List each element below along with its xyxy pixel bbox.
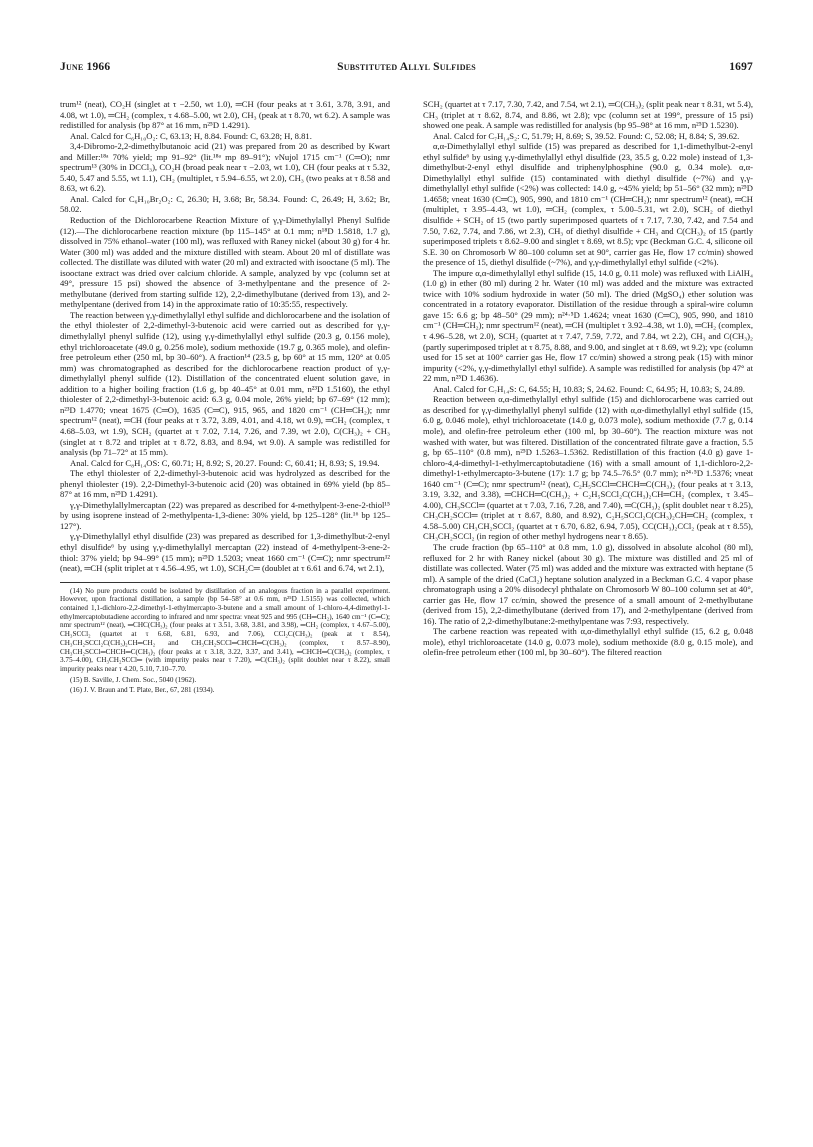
paragraph: SCH₂ (quartet at τ 7.17, 7.30, 7.42, and 7.54, wt 2.1), ═C(CH₃)₂ (split peak near τ 8.31, wt 5.4), CH₃ (triplet at τ 8.62, 8.74, and 8.86, wt 2.8); vpc (column set at 199°, pressure of 15 psi) showed one peak. A sample was redistilled for analysis (bp 95–98° at 16 mm, n²⁵D 1.5230). [423,99,753,131]
page-header [60,61,753,77]
footnotes [60,582,390,695]
journal-date: June 1966 [60,61,111,73]
paragraph: The reaction between γ,γ-dimethylallyl ethyl sulfide and dichlorocarbene and the isolation of the ethyl thiolester of 2,2-dimethyl-3-butenoic acid were carried out as described for γ,γ-dimethylallyl phenyl sulfide (12), using γ,γ-dimethylallyl ethyl sulfide (20.3 g, 0.156 mole), ethyl trichloroacetate (49.0 g, 0.256 mole), sodium methoxide (19.7 g, 0.365 mole), and olefin-free petroleum ether (250 ml, bp 30–60°). A fraction¹⁴ (23.5 g, bp 60° at 15 mm, 120° at 0.05 mm) was chromatographed as described for the dichlorocarbene reaction product of γ,γ-dimethylallyl phenyl sulfide (12). Distillation of the concentrated eluent solution gave, in addition to a higher boiling fraction (1.6 g, bp 40–45° at 0.01 mm, n²³D 1.5160), the ethyl thiolester of 2,2-dimethyl-3-butenoic acid: 6.3 g, 0.04 mole, 26% yield; bp 67–69° (12 mm); n²³D 1.4770; νneat 1675 (C═O), 1635 (C═C), 915, 965, and 1820 cm⁻¹ (CH═CH₂); nmr spectrum¹² (neat), ═CH (four peaks at τ 3.72, 3.89, 4.01, and 4.18, wt 0.9), ═CH₂ (complex, τ 4.68–5.03, wt 1.9), SCH₂ (quartet at τ 7.02, 7.14, 7.26, and 7.39, wt 2.0), C(CH₃)₂ + CH₃ (singlet at τ 8.72 and triplet at τ 8.72, 8.83, and 8.94, wt 9.0). A sample was redistilled for analysis (bp 71–72° at 15 mm). [60,309,390,458]
paragraph: The carbene reaction was repeated with α,α-dimethylallyl ethyl sulfide (15, 6.2 g, 0.048 mole), ethyl trichloroacetate (14.0 g, 0.073 mole), sodium methoxide (8.0 g, 0.15 mole), and olefin-free petroleum ether (100 ml, bp 30–60°). The filtered reaction [423,626,753,658]
paragraph: Anal. Calcd for C₆H₁₀Br₂O₂: C, 26.30; H, 3.68; Br, 58.34. Found: C, 26.49; H, 3.62; Br, 58.02. [60,193,390,215]
paragraph: The impure α,α-dimethylallyl ethyl sulfide (15, 14.0 g, 0.11 mole) was refluxed with LiAlH₄ (1.0 g) in ether (80 ml) during 2 hr. Water (10 ml) was added and the mixture was extracted twice with 10% sodium hydroxide in water (50 ml). The dried (MgSO₄) ether solution was concentrated in a rotatory evaporator. Distillation of the residue through a spiral-wire column gave 15: 6.6 g; bp 48–50° (29 mm); n²⁴·⁵D 1.4624; νneat 1630 (C═C), 905, 990, and 1810 cm⁻¹ (CH═CH₂); nmr spectrum¹² (neat), ═CH (multiplet τ 3.92–4.38, wt 1.0), ═CH₂ (complex, τ 4.96–5.28, wt 2.0), SCH₂ (quartet at τ 7.47, 7.59, 7.72, and 7.84, wt 2.2), CH₃ and C(CH₃)₂ (partly superimposed triplet at τ 8.75, 8.88, and 9.00, and singlet at τ 8.69, wt 9.2); vpc (column used for 15 set at 100° carrier gas He, flow 17 cc/min) showed a strong peak (15) with minor impurity (<2%, γ,γ-dimethylallyl ethyl sulfide). A sample was redistilled for analysis (bp 47° at 22 mm, n²⁵D 1.4636). [423,267,753,384]
footnote: (14) No pure products could be isolated by distillation of an analogous fraction in a parallel experiment. However, upon fractional distillation, a sample (bp 54–58° at 0.6 mm, n²⁵D 1.5155) was collected, which contained 1,1-dichloro-2,2-dimethyl-1-ethylmercapto-3-butene and a small amount of 1-chloro-4,4-dimethyl-1-ethylmercaptobutadiene according to infrared and nmr spectra: νneat 925 and 995 (CH═CH₂), 1640 cm⁻¹ (C═C); nmr spectrum¹² (neat), ═CHC(CH₃)₂ (four peaks at τ 3.51, 3.68, 3.81, and 3.98), ═CH₂ (complex, τ 4.67–5.00), CH₃SCCl₂ (quartet at τ 6.68, 6.81, 6.93, and 7.06), CCl₂C(CH₃)₂ (peak at τ 8.54), CH₃CH₂SCCl₂C(CH₃)₂CH═CH₂ and CH₃CH₂SCCl═CHCH═C(CH₃)₂ (complex, τ 8.57–8.90), CH₃CH₂SCCl═CHCH═C(CH₃)₂ (four peaks at τ 3.18, 3.22, 3.37, and 3.41), ═CHCH═C(CH₃)₂ (complex, τ 3.75–4.00), CH₃CH₂SCCl═ (with impurity peaks near τ 7.20), ═C(CH₃)₂ (split doublet near τ 8.22), small impurity peaks near τ 4.20, 5.10, 7.10–7.70. [60,586,390,673]
paragraph: The ethyl thiolester of 2,2-dimethyl-3-butenoic acid was hydrolyzed as described for the phenyl thiolester (19). 2,2-Dimethyl-3-butenoic acid (20) was obtained in 69% yield (bp 85–87° at 16 mm, n²⁵D 1.4291). [60,468,390,500]
paragraph: Anal. Calcd for C₇H₁₄S₂: C, 51.79; H, 8.69; S, 39.52. Found: C, 52.08; H, 8.84; S, 39.62. [433,130,740,141]
footnote: (16) J. V. Braun and T. Plate, Ber., 67, 281 (1934). [70,686,215,695]
left-column [60,99,390,697]
paragraph: α,α-Dimethylallyl ethyl sulfide (15) was prepared as described for 1,1-dimethylbut-2-enyl ethyl sulfide⁶ by using γ,γ-dimethylallyl ethyl disulfide (23, 35.5 g, 0.22 mole) instead of 1,3-dimethylbut-2-enyl ethyl disulfide and triphenylphosphine (90.0 g, 0.34 mole). α,α-Dimethylallyl ethyl sulfide (15) contaminated with diethyl disulfide (~7%) and γ,γ-dimethylallyl ethyl sulfide (<2%) was collected: 14.0 g, ~45% yield; bp 51–56° (32 mm); n²⁵D 1.4658; νneat 1630 (C═C), 905, 990, and 1810 cm⁻¹ (CH═CH₂); nmr spectrum¹² (neat), ═CH (multiplet, τ 3.95–4.43, wt 1.0), ═CH₂ (complex, τ 5.00–5.31, wt 2.0), SCH₂ of diethyl disulfide + SCH₂ of 15 (two partly superimposed quartets of τ 7.17, 7.30, 7.42, and 7.54 and 7.50, 7.62, 7.74, and 7.86, wt 2.3), CH₃ of diethyl disulfide + CH₃ and C(CH₃)₂ of 15 (partly superimposed triplets τ 8.62–9.00 and singlet τ 8.69, wt 8.5); vpc (Beckman G.C. 4, silicone oil S.E. 30 on Chromosorb W 80–100 column set at 90°, carrier gas He, flow 17 cc/min) showed the presence of 15, diethyl disulfide (~7%), and γ,γ-dimethylallyl ethyl sulfide (<2%). [423,141,753,268]
paragraph: trum¹² (neat), CO₂H (singlet at τ −2.50, wt 1.0), ═CH (four peaks at τ 3.61, 3.78, 3.91, and 4.08, wt 1.0), ═CH₂ (complex, τ 4.68–5.00, wt 2.0), CH₃ (peak at τ 8.70, wt 6.2). A sample was redistilled for analysis (bp 87° at 16 mm, n²⁵D 1.4291). [60,99,390,131]
paragraph: γ,γ-Dimethylallyl ethyl disulfide (23) was prepared as described for 1,3-dimethylbut-2-enyl ethyl disulfide⁶ by using γ,γ-dimethylallyl mercaptan (22) instead of 4-methylpent-3-ene-2-thiol: 37% yield; bp 94–99° (15 mm); n²⁵D 1.5203; νneat 1660 cm⁻¹ (C═C); nmr spectrum¹² (neat), ═CH (split triplet at τ 4.56–4.95, wt 1.0), SCH₂C═ (doublet at τ 6.61 and 6.74, wt 2.1), [60,531,390,574]
paragraph: Reduction of the Dichlorocarbene Reaction Mixture of γ,γ-Dimethylallyl Phenyl Sulfide (12).—The dichlorocarbene reaction mixture (bp 115–145° at 0.1 mm; n¹⁸D 1.5818, 1.7 g), dissolved in 75% ethanol–water (100 ml), was refluxed with Raney nickel (about 30 g) for 4 hr. Water (300 ml) was added and the mixture distilled with steam. About 20 ml of distillate was collected. The distillate was diluted with water (20 ml) and extracted with isooctane (5 ml). The isooctane extract was dried over calcium chloride. A sample, analyzed by vpc (column set at 49°, pressure 15 psi) showed the absence of 3-methylpentane and the presence of 2-methylbutane (derived from starting sulfide 12), 2,2-dimethylbutane (derived from 13), and 2-methylpentane (derived from 14) in the approximate ratio of 10:35:55, respectively. [60,215,390,310]
paragraph: Anal. Calcd for C₈H₁₄OS: C, 60.71; H, 8.92; S, 20.27. Found: C, 60.41; H, 8.93; S, 19.94. [70,457,380,468]
paragraph: Reaction between α,α-dimethylallyl ethyl sulfide (15) and dichlorocarbene was carried out as described for γ,γ-dimethylallyl phenyl sulfide (12) with α,α-dimethylallyl ethyl sulfide (15, 6.0 g, 0.046 mole), ethyl trichloroacetate (14.0 g, 0.073 mole), sodium methoxide (7.7 g, 0.14 mole), and olefin-free petroleum ether (100 ml, bp 30–60°). The reaction mixture was not washed with water, but was filtered. Distillation of the concentrated filtrate gave a fraction, 5.5 g, bp 65–110° (0.8 mm), n²⁵D 1.5263–1.5362. Redistillation of this fraction (4.0 g) gave 1-chloro-4,4-dimethyl-1-ethylmercaptobutadiene (16) with a small amount of 1,1-dichloro-2,2-dimethyl-1-ethylmercapto-3-butene (17): 1.7 g; bp 74.5–76.5° (0.7 mm); n²⁴·⁵D 1.5376; νneat 1640 cm⁻¹ (C═C); nmr spectrum¹² (neat), C₂H₅SCCl═CHCH═C(CH₃)₂ (four peaks at τ 3.13, 3.19, 3.32, and 3.38), ═CHCH═C(CH₃)₂ + C₂H₅SCCl₂C(CH₃)₂CH═CH₂ (complex, τ 3.45–4.00), CH₃SCCl═ (quartet at τ 7.03, 7.16, 7.28, and 7.40), ═C(CH₃)₂ (split doublet near τ 8.25), CH₃CH₂SCCl═ (triplet at τ 8.67, 8.80, and 8.92), C₂H₅SCCl₂C(CH₃)₂CH═CH₂ (complex, τ 4.58–5.00) CH₃CH₂SCCl₂ (quartet at τ 6.70, 6.82, 6.94, 7.05), CC(CH₃)₂CCl₂ (peak at τ 8.55), CH₃CH₂SCCl₂ (in region of other methyl hydrogens near τ 8.65). [423,394,753,542]
paragraph: The crude fraction (bp 65–110° at 0.8 mm, 1.0 g), dissolved in absolute alcohol (80 ml), refluxed for 2 hr with Raney nickel (about 30 g). The mixture was distilled and 25 ml of distillate was collected. Water (75 ml) was added and the mixture was extracted with heptane (5 ml). A sample of the dried (CaCl₂) heptane solution analyzed in a Beckman G.C. 4 vapor phase chromatograph using a 20% diisodecyl phthalate on Chromosorb W 80–100 column set at 40°, carrier gas He, flow 17 cc/min, showed the presence of a small amount of 2-methylbutane (derived from 15), 2,2-dimethylbutane (derived from 17), and 2-methylpentane (derived from 16). The ratio of 2,2-dimethylbutane:2-methylpentane was 7:93, respectively. [423,541,753,626]
page-number: 1697 [729,61,753,73]
paragraph: Anal. Calcd for C₇H₁₄S: C, 64.55; H, 10.83; S, 24.62. Found: C, 64.95; H, 10.83; S, 24.89. [433,383,745,394]
footnote: (15) B. Saville, J. Chem. Soc., 5040 (1962). [70,675,197,684]
running-title: Substituted Allyl Sulfides [337,61,476,73]
paragraph: 3,4-Dibromo-2,2-dimethylbutanoic acid (21) was prepared from 20 as described by Kwart and Miller:¹⁸ᵃ 70% yield; mp 91–92° (lit.¹⁸ᵃ mp 89–91°); νNujol 1715 cm⁻¹ (C═O); nmr spectrum¹³ (30% in DCCl₃), CO₂H (broad peak near τ −2.03, wt 1.0), CH (four peaks at τ 5.32, 5.40, 5.47 and 5.55, wt 1.1), CH₂ (multiplet, τ 5.94–6.55, wt 2.0), CH₃ (two peaks at τ 8.58 and 8.63, wt 6.2). [60,141,390,194]
right-column [423,99,753,658]
paragraph: Anal. Calcd for C₆H₁₀O₂: C, 63.13; H, 8.84. Found: C, 63.28; H, 8.81. [70,130,312,141]
paragraph: γ,γ-Dimethylallylmercaptan (22) was prepared as described for 4-methylpent-3-ene-2-thiol¹⁵ by using isoprene instead of 2-methylpenta-1,3-diene: 30% yield, bp 125–128° (lit.¹⁶ bp 125–127°). [60,499,390,531]
